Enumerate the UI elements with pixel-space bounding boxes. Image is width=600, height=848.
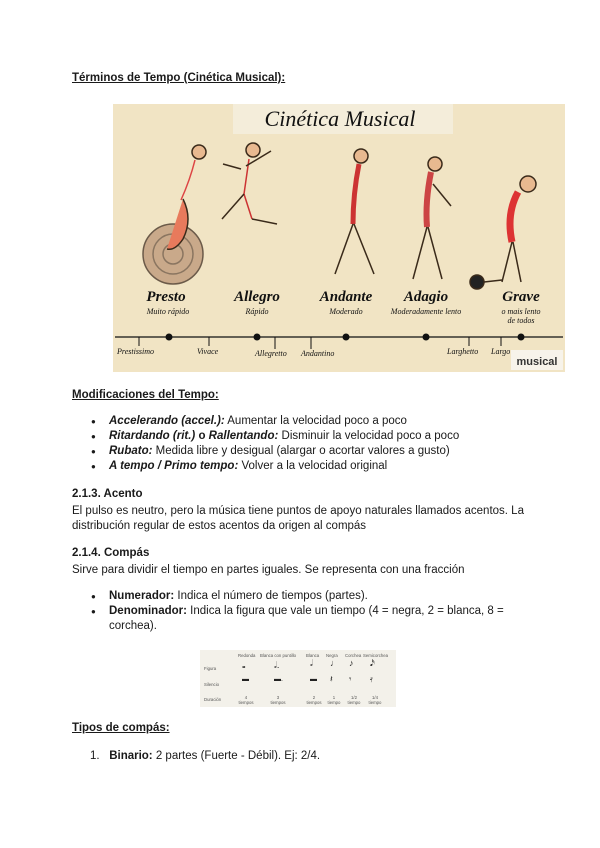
note-blanca-puntillo-icon: 𝅗𝅥. <box>274 660 280 670</box>
table-header: Corchea <box>345 653 362 658</box>
term-larghetto: Larghetto <box>447 347 479 356</box>
term-adagio-desc: Moderadamente lento <box>390 307 462 316</box>
note-negra-icon: ♩ <box>330 658 339 668</box>
duration-cell: 4 tiempos <box>238 695 254 705</box>
term-allegro: Allegro <box>234 289 280 305</box>
list-item: ● Accelerando (accel.): Aumentar la velocidad poco a poco <box>80 414 560 429</box>
list-item: ● Ritardando (rit.) o Rallentando: Disminuir la velocidad poco a poco <box>80 429 560 444</box>
rest-negra-icon: 𝄽 <box>330 674 333 684</box>
duration-cell: 1/2 tiempo <box>347 695 361 705</box>
tipos-item-binario: 1. Binario: 2 partes (Fuerte - Débil). Ej: 2/4. <box>90 750 321 762</box>
term-presto: Presto <box>146 289 186 305</box>
duration-cell: 1 tiempo <box>327 695 341 705</box>
term-largo: Largo <box>491 347 511 356</box>
row-label: Figura <box>204 666 217 671</box>
term-andantino: Andantino <box>301 349 335 358</box>
duration-cell: 1/4 tiempo <box>368 695 382 705</box>
acento-heading: 2.1.3. Acento <box>72 488 143 500</box>
rest-blanca-puntillo-icon: ▬. <box>274 676 283 683</box>
term-allegro-desc: Rápido <box>245 307 269 316</box>
rest-semicorchea-icon: 𝄿 <box>370 674 373 684</box>
compas-heading: 2.1.4. Compás <box>72 547 150 559</box>
term-grave: Grave <box>502 289 540 305</box>
term-vivace: Vivace <box>197 347 219 356</box>
section-title-tipos: Tipos de compás: <box>72 722 170 734</box>
term-presto-desc: Muito rápido <box>146 307 190 316</box>
term-allegretto: Allegretto <box>255 349 287 358</box>
rest-redonda-icon: ▬ <box>242 676 249 683</box>
note-corchea-icon: ♪ <box>349 658 354 668</box>
table-header: Redonda <box>238 653 256 658</box>
cinetica-musical-illustration <box>113 104 565 372</box>
term-adagio: Adagio <box>403 289 449 305</box>
compas-intro: Sirve para dividir el tiempo en partes iguales. Se representa con una fracción <box>72 564 465 576</box>
table-header: Negra <box>326 653 338 658</box>
table-header: Blanca con puntillo <box>260 653 297 658</box>
modificaciones-list <box>80 414 560 474</box>
table-header: Semicorchea <box>363 653 389 658</box>
compas-list <box>80 589 550 634</box>
rest-blanca-icon: ▬ <box>310 676 317 683</box>
rest-corchea-icon: 𝄾 <box>349 674 352 684</box>
list-item: ● Denominador: Indica la figura que vale un tiempo (4 = negra, 2 = blanca, 8 = corchea). <box>80 604 550 634</box>
note-redonda-icon: 𝅝 <box>242 660 246 670</box>
term-andante-desc: Moderado <box>329 307 363 316</box>
section-title-tempo: Términos de Tempo (Cinética Musical): <box>72 72 286 84</box>
section-title-modificaciones: Modificaciones del Tempo: <box>72 389 219 401</box>
note-semicorchea-icon: 𝅘𝅥𝅯 <box>370 658 375 668</box>
list-item: ● Numerador: Indica el número de tiempos (partes). <box>80 589 550 604</box>
acento-paragraph: El pulso es neutro, pero la música tiene puntos de apoyo naturales llamados acentos. La distribución regular de estos acentos da origen al compás <box>72 505 524 532</box>
note-blanca-icon: 𝅗𝅥 <box>310 658 313 668</box>
term-andante: Andante <box>319 289 373 305</box>
musical-logo: musical <box>516 356 558 368</box>
duration-cell: 3 tiempos <box>270 695 286 705</box>
list-item: ● Rubato: Medida libre y desigual (alargar o acortar valores a gusto) <box>80 444 560 459</box>
illustration-title: Cinética Musical <box>264 106 416 131</box>
table-header: Blanca <box>306 653 320 658</box>
list-item: ● A tempo / Primo tempo: Volver a la velocidad original <box>80 459 560 474</box>
duration-cell: 2 tiempos <box>306 695 322 705</box>
term-grave-desc: o mais lento de todos <box>501 307 541 325</box>
row-label: Duración <box>204 697 222 702</box>
term-prestissimo: Prestissimo <box>117 347 155 356</box>
row-label: Silencio <box>204 682 220 687</box>
figuras-table <box>200 650 396 707</box>
